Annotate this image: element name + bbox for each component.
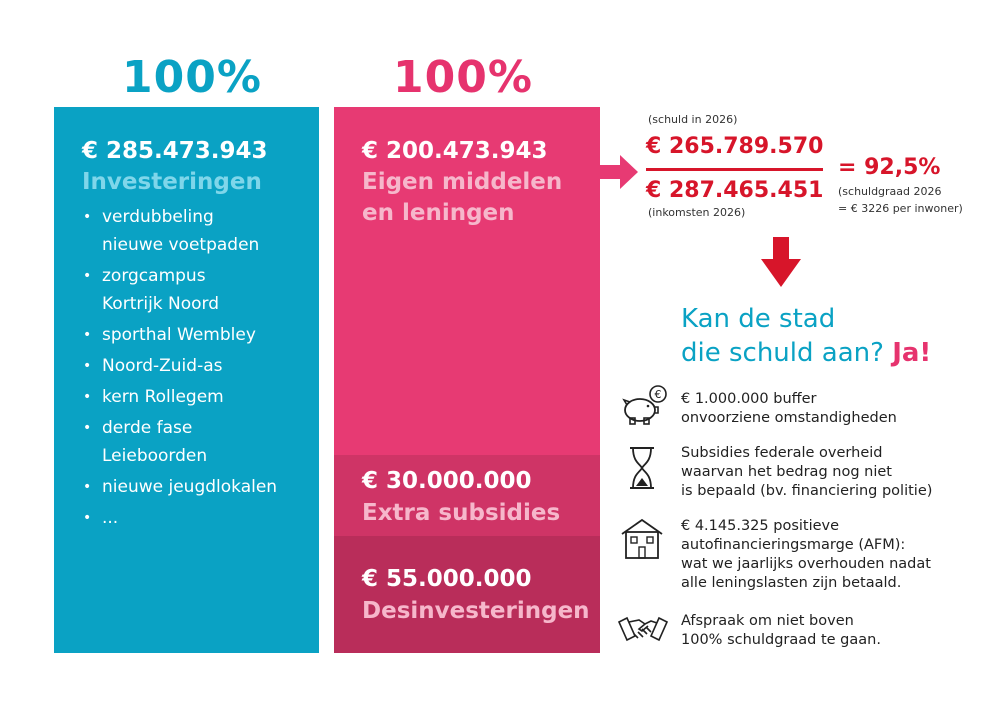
debt-per-inhabitant: = € 3226 per inwoner): [838, 202, 963, 215]
income-note: (inkomsten 2026): [648, 206, 746, 219]
divestments-panel: [334, 536, 600, 653]
debt-ratio-note: (schuldgraad 2026: [838, 185, 942, 198]
debt-denominator: € 287.465.451: [646, 178, 824, 203]
debt-note: (schuld in 2026): [648, 113, 738, 126]
subsidies-amount: € 30.000.000: [362, 468, 532, 494]
list-item: • sporthal Wembley: [83, 325, 256, 345]
svg-text:€: €: [654, 388, 662, 401]
list-item: • verdubbeling nieuwe voetpaden: [83, 207, 260, 255]
piggy-bank-icon: [618, 383, 670, 431]
reason-agreement: Afspraak om niet boven 100% schuldgraad te gaan.: [681, 613, 881, 648]
list-item: • kern Rollegem: [83, 387, 224, 407]
answer-text: Ja!: [892, 338, 932, 368]
subsidies-label: Extra subsidies: [362, 500, 561, 526]
divestments-amount: € 55.000.000: [362, 566, 532, 592]
funding-percent: 100%: [393, 52, 533, 103]
hourglass-icon: [618, 444, 670, 492]
own-funds-label-2: en leningen: [362, 200, 515, 226]
house-icon: [618, 514, 670, 562]
list-item: • derde fase Leieboorden: [83, 418, 208, 466]
list-item: • Noord-Zuid-as: [83, 356, 223, 376]
question-heading: Kan de stad die schuld aan? Ja!: [681, 304, 932, 368]
reason-buffer: € 1.000.000 buffer onvoorziene omstandigheden: [681, 391, 897, 426]
investments-label: Investeringen: [82, 169, 262, 195]
own-funds-label: Eigen middelen: [362, 169, 563, 195]
handshake-icon: [617, 606, 669, 654]
investments-percent: 100%: [122, 52, 262, 103]
investments-amount: € 285.473.943: [82, 138, 268, 164]
investments-list: [82, 203, 312, 535]
list-item: • nieuwe jeugdlokalen: [83, 477, 278, 497]
reason-subsidies: Subsidies federale overheid waarvan het bedrag nog niet is bepaald (bv. financiering politie): [681, 445, 933, 499]
fraction-line: [646, 168, 823, 171]
arrow-down-icon: [761, 237, 801, 289]
debt-numerator: € 265.789.570: [646, 134, 824, 159]
list-item: • zorgcampus Kortrijk Noord: [83, 266, 220, 314]
divestments-label: Desinvesteringen: [362, 598, 590, 624]
reason-afm: € 4.145.325 positieve autofinancieringsmarge (AFM): wat we jaarlijks overhouden nadat alle leningslasten zijn betaald.: [681, 518, 931, 591]
arrow-right-icon: [600, 155, 640, 189]
debt-ratio: = 92,5%: [838, 155, 941, 180]
own-funds-amount: € 200.473.943: [362, 138, 548, 164]
list-item: • ...: [83, 508, 119, 528]
